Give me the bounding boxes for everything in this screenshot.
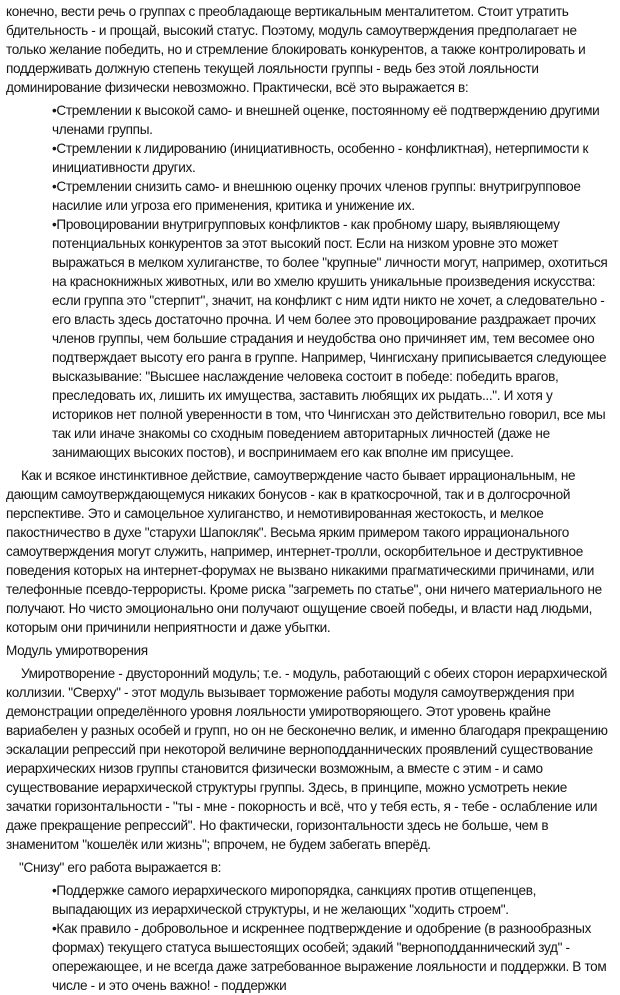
list-item: •Провоцировании внутригрупповых конфликтов - как пробному шару, выявляющему потенциальных конкурентов за этот высокий пост. Если на низком уровне это может выражаться в мелком хулиганстве, то более "крупные" личности могут, например, охотиться на краснокнижных животных, или во хмелю крушить уникальные произведения искусства: если группа это "стерпит", значит, на конфликт с ним идти никто не хочет, а следовательно - его власть здесь достаточно прочна. И чем более это провоцирование раздражает прочих членов группы, чем большие страдания и неудобства оно причиняет им, тем весомее оно подтверждает высоту его ранга в группе. Например, Чингисхану приписывается следующее высказывание: "Высшее наслаждение человека состоит в победе: победить врагов, преследовать их, лишить их имущества, заставить любящих их рыдать...". И хотя у историков нет полной уверенности в том, что Чингисхан это действительно говорил, все мы так или иначе знакомы со сходным поведением авторитарных личностей (даже не занимающих высоких постов), и воспринимаем его как вполне им присущее. — [52, 217, 608, 460]
list-item: •Стремлении к высокой само- и внешней оценке, постоянному её подтверждению другими членами группы. — [52, 103, 600, 137]
list-item: •Поддержке самого иерархического миропорядка, санкциях против отщепенцев, выпадающих из иерархической структуры, и не желающих "ходить строем". — [52, 883, 537, 917]
list-item: •Как правило - добровольное и искреннее подтверждение и одобрение (в разнообразных формах) текущего статуса вышестоящих особей; эдакий "верноподданнический зуд" - опережающее, и не всегда даже затребованное выражение лояльности и поддержки. В том числе - и это очень важно! - поддержки — [52, 921, 607, 993]
paragraph-from-below: "Снизу" его работа выражается в: — [19, 860, 222, 875]
section-heading: Модуль умиротворения — [6, 643, 148, 658]
paragraph-intro: конечно, вести речь о группах с преобладающе вертикальным менталитетом. Стоит утратить бдительность - и прощай, высокий статус. Поэтому, модуль самоутверждения предполагает не только желание победить, но и стремление блокировать конкурентов, а также контролировать и поддерживать должную степень текущей лояльности группы - ведь без этой лояльности доминирование физически невозможно. Практически, всё это выражается в: — [6, 4, 586, 95]
bullet-list-self-assertion — [6, 101, 614, 462]
list-item: •Стремлении к лидированию (инициативность, особенно - конфликтная), нетерпимости к инициативности других. — [52, 141, 589, 175]
paragraph-instinct: Как и всякое инстинктивное действие, самоутверждение часто бывает иррациональным, не дающим самоутверждающемуся никаких бонусов - как в краткосрочной, так и в долгосрочной перспективе. Это и самоцельное хулиганство, и немотивированная жестокость, и мелкое пакостничество в духе "старухи Шапокляк". Весьма ярким примером такого иррационального самоутверждения могут служить, например, интернет-тролли, оскорбительное и деструктивное поведения которых на интернет-форумах не вызвано никакими прагматическими причинами, или телефонные псевдо-террористы. Кроме риска "загреметь по статье", они ничего материального не получают. Но чисто эмоционально они получают ощущение своей победы, и власти над людьми, которым они причинили неприятности и даже убытки. — [6, 468, 602, 635]
bullet-list-pacification — [6, 881, 614, 995]
list-item: •Стремлении снизить само- и внешнюю оценку прочих членов группы: внутригрупповое насилие или угроза его применения, критика и унижение их. — [52, 179, 581, 213]
paragraph-pacification: Умиротворение - двусторонний модуль; т.е. - модуль, работающий с обеих сторон иерархической коллизии. "Сверху" - этот модуль вызывает торможение работы модуля самоутверждения при демонстрации определённого уровня лояльности умиротворяющего. Этот уровень крайне вариабелен у разных особей и групп, но он не бесконечно велик, и именно благодаря прекращению эскалации репрессий при некоторой величине верноподданнических проявлений существование иерархических низов группы становится физически возможным, а вместе с этим - и само существование иерархической структуры группы. Здесь, в принципе, можно усмотреть некие зачатки горизонтальности - "ты - мне - покорность и всё, что у тебя есть, я - тебе - ослабление или даже прекращение репрессий". Но фактически, горизонтальности здесь не больше, чем в знаменитом "кошелёк или жизнь"; впрочем, не будем забегать вперёд. — [6, 666, 608, 852]
